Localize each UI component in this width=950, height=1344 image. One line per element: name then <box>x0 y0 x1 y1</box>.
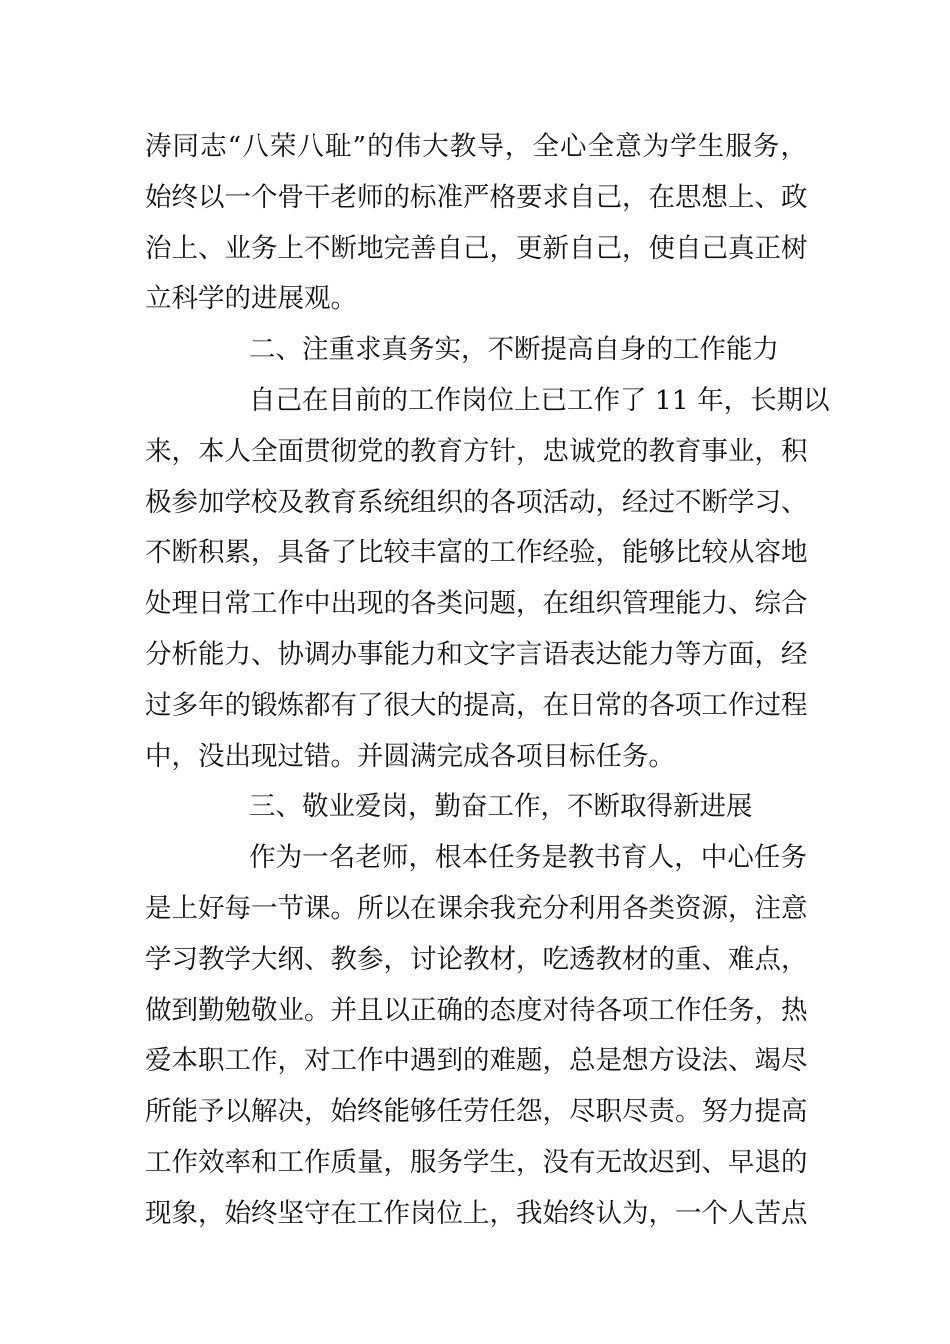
body-line: 分析能力、协调办事能力和文字言语表达能力等方面，经 <box>145 638 808 670</box>
body-line: 始终以一个骨干老师的标准严格要求自己，在思想上、政 <box>145 181 808 213</box>
body-line: 自己在目前的工作岗位上已工作了 11 年，长期以 <box>249 384 830 416</box>
body-line: 立科学的进展观。 <box>145 283 357 315</box>
body-line: 来，本人全面贯彻党的教育方针，忠诚党的教育事业，积 <box>145 435 808 467</box>
body-line: 工作效率和工作质量，服务学生，没有无故迟到、早退的 <box>145 1146 808 1178</box>
section-heading-3: 三、敬业爱岗，勤奋工作，不断取得新进展 <box>249 791 753 823</box>
body-line: 治上、业务上不断地完善自己，更新自己，使自己真正树 <box>145 232 808 264</box>
body-line: 现象，始终坚守在工作岗位上，我始终认为，一个人苦点 <box>145 1197 808 1229</box>
body-line: 作为一名老师，根本任务是教书育人，中心任务 <box>249 842 807 874</box>
body-line: 极参加学校及教育系统组织的各项活动，经过不断学习、 <box>145 486 808 518</box>
body-line: 所能予以解决，始终能够任劳任怨，尽职尽责。努力提高 <box>145 1096 808 1128</box>
body-line: 不断积累，具备了比较丰富的工作经验，能够比较从容地 <box>145 537 808 569</box>
body-line: 涛同志“八荣八耻”的伟大教导，全心全意为学生服务， <box>145 131 807 162</box>
section-heading-2: 二、注重求真务实，不断提高自身的工作能力 <box>249 334 779 366</box>
body-line: 爱本职工作，对工作中遇到的难题，总是想方设法、竭尽 <box>145 1045 808 1077</box>
body-line: 做到勤勉敬业。并且以正确的态度对待各项工作任务，热 <box>145 994 808 1026</box>
body-line: 中，没出现过错。并圆满完成各项目标任务。 <box>145 740 675 772</box>
document-body <box>145 122 830 1240</box>
body-line: 学习教学大纲、教参，讨论教材，吃透教材的重、难点， <box>145 943 808 975</box>
body-line: 处理日常工作中出现的各类问题，在组织管理能力、综合 <box>145 588 808 620</box>
body-line: 过多年的锻炼都有了很大的提高，在日常的各项工作过程 <box>145 689 808 721</box>
body-line: 是上好每一节课。所以在课余我充分利用各类资源，注意 <box>145 892 808 924</box>
